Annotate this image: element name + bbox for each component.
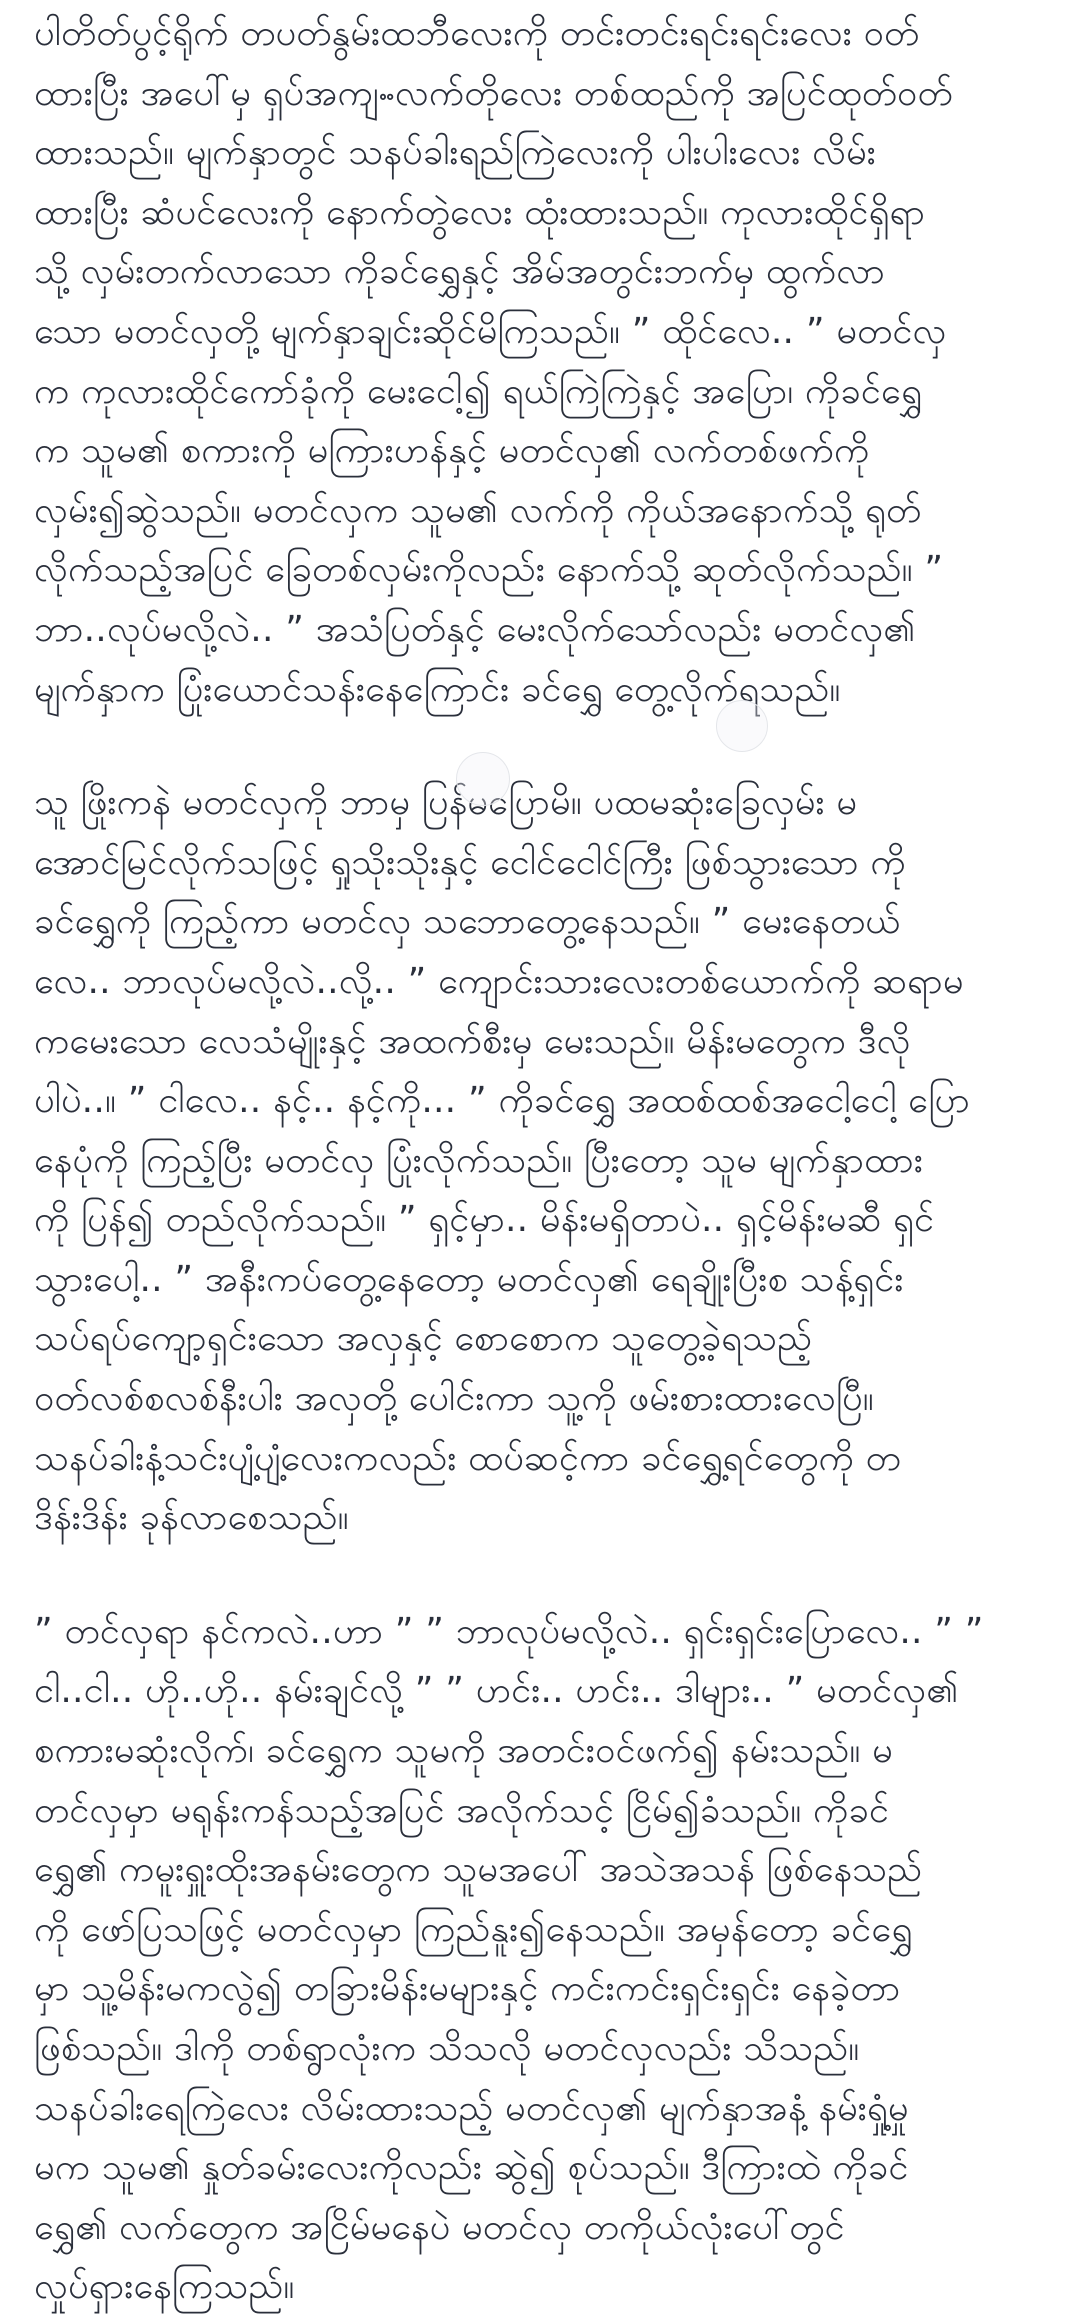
text-line: က သူမ၏ စကားကို မကြားဟန်နှင့် မတင်လှ၏ လက်တစ်ဖက်ကို bbox=[34, 430, 870, 472]
text-line: ကမေးသော လေသံမျိုးနှင့် အထက်စီးမှ မေးသည်။ မိန်းမတွေက ဒီလို bbox=[34, 1020, 911, 1062]
text-line: ဒိန်းဒိန်း ခုန်လာစေသည်။ bbox=[34, 1497, 349, 1539]
article-paragraph bbox=[34, 773, 1050, 1548]
text-line: သော မတင်လှတို့ မျက်နှာချင်းဆိုင်မိကြသည်။ ” ထိုင်လေ.. ” မတင်လှ bbox=[34, 310, 947, 352]
text-line: လှမ်း၍ဆွဲသည်။ မတင်လှက သူမ၏ လက်ကို ကိုယ်အနောက်သို့ ရုတ် bbox=[34, 489, 922, 531]
text-line: သွားပေါ့.. ” အနီးကပ်တွေ့နေတော့ မတင်လှ၏ ရေချိုးပြီးစ သန့်ရှင်း bbox=[34, 1258, 904, 1300]
text-line: အောင်မြင်လိုက်သဖြင့် ရှုသိုးသိုးနှင့် ငေါင်ငေါင်ကြီး ဖြစ်သွားသော ကို bbox=[34, 841, 906, 883]
text-line: သပ်ရပ်ကျော့ရှင်းသော အလှနှင့် စောစောက သူတွေ့ခဲ့ရသည့် bbox=[34, 1318, 813, 1360]
text-line: ” တင်လှရာ နင်ကလဲ..ဟာ ” ” ဘာလုပ်မလို့လဲ.. ရှင်းရှင်းပြောလေ.. ” ” bbox=[34, 1610, 984, 1652]
text-line: ပါတိတ်ပွင့်ရိုက် တပတ်နွမ်းထဘီလေးကို တင်းတင်းရင်းရင်းလေး ဝတ် bbox=[34, 13, 920, 54]
article-paragraph bbox=[34, 4, 1050, 719]
article-body bbox=[34, 4, 1050, 2317]
text-line: ထားပြီး ဆံပင်လေးကို နောက်တွဲလေး ထုံးထားသည်။ ကုလားထိုင်ရှိရာ bbox=[34, 191, 926, 233]
text-line: သနပ်ခါးနံ့သင်းပျံ့ပျံ့လေးကလည်း ထပ်ဆင့်ကာ ခင်ရွှေ့ရင်တွေကို တ bbox=[34, 1437, 901, 1479]
text-line: သနပ်ခါးရေကြဲလေး လိမ်းထားသည့် မတင်လှ၏ မျက်နှာအနံ့ နမ်းရှုံ့မှု bbox=[34, 2087, 909, 2129]
text-line: သို့ လှမ်းတက်လာသော ကိုခင်ရွှေနှင့် အိမ်အတွင်းဘက်မှ ထွက်လာ bbox=[34, 251, 886, 293]
text-line: သူ ဖြိုးကနဲ မတင်လှကို ဘာမှ ပြန်မပြောမိ။ ပထမဆုံးခြေလှမ်း မ bbox=[34, 782, 858, 824]
article-paragraph bbox=[34, 1602, 1050, 2317]
text-line: ထားပြီး အပေါ်မှ ရှပ်အကျႌလက်တိုလေး တစ်ထည်ကို အပြင်ထုတ်ဝတ် bbox=[34, 72, 953, 114]
text-line: မှာ သူ့မိန်းမကလွဲ၍ တခြားမိန်းမများနှင့် ကင်းကင်းရှင်းရှင်း နေခဲ့တာ bbox=[34, 1968, 901, 2010]
text-line: လေ.. ဘာလုပ်မလို့လဲ..လို့.. ” ကျောင်းသားလေးတစ်ယောက်ကို ဆရာမ bbox=[34, 960, 964, 1002]
text-line: ရွှေ၏ ကမူးရှူးထိုးအနမ်းတွေက သူမအပေါ် အသဲအသန် ဖြစ်နေသည် bbox=[34, 1849, 923, 1891]
text-line: က ကုလားထိုင်ကော်ခုံကို မေးငေါ့၍ ရယ်ကြဲကြဲနှင့် အပြော၊ ကိုခင်ရွှေ bbox=[34, 370, 923, 412]
text-line: ဖြစ်သည်။ ဒါကို တစ်ရွာလုံးက သိသလို မတင်လှလည်း သိသည်။ bbox=[34, 2028, 860, 2069]
text-line: တင်လှမှာ မရုန်းကန်သည့်အပြင် အလိုက်သင့် ငြိမ်၍ခံသည်။ ကိုခင် bbox=[34, 1789, 890, 1831]
text-line: ဝတ်လစ်စလစ်နီးပါး အလှတို့ ပေါင်းကာ သူ့ကို ဖမ်းစားထားလေပြီ။ bbox=[34, 1378, 874, 1420]
text-line: ခင်ရွှေကို ကြည့်ကာ မတင်လှ သဘောတွေ့နေသည်။ ” မေးနေတယ် bbox=[34, 901, 901, 943]
text-line: နေပုံကို ကြည့်ပြီး မတင်လှ ပြုံးလိုက်သည်။ ပြီးတော့ သူမ မျက်နှာထား bbox=[34, 1139, 924, 1181]
text-line: လှုပ်ရှားနေကြသည်။ bbox=[34, 2266, 295, 2308]
text-line: ကို ပြန်၍ တည်လိုက်သည်။ ” ရှင့်မှာ.. မိန်းမရှိတာပဲ.. ရှင့်မိန်းမဆီ ရှင် bbox=[34, 1199, 935, 1241]
text-line: ငါ..ငါ.. ဟို..ဟို.. နမ်းချင်လို့ ” ” ဟင်း.. ဟင်း.. ဒါများ.. ” မတင်လှ၏ bbox=[34, 1670, 959, 1712]
text-line: ထားသည်။ မျက်နှာတွင် သနပ်ခါးရည်ကြဲလေးကို ပါးပါးလေး လိမ်း bbox=[34, 132, 877, 174]
text-line: လိုက်သည့်အပြင် ခြေတစ်လှမ်းကိုလည်း နောက်သို့ ဆုတ်လိုက်သည်။ ” bbox=[34, 549, 944, 591]
text-line: မက သူမ၏ နှုတ်ခမ်းလေးကိုလည်း ဆွဲ၍ စုပ်သည်။ ဒီကြားထဲ ကိုခင် bbox=[34, 2147, 909, 2189]
text-line: မျက်နှာက ပြုံးယောင်သန်းနေကြောင်း ခင်ရွှေ တွေ့လိုက်ရသည်။ bbox=[34, 668, 841, 710]
text-line: ရွှေ၏ လက်တွေက အငြိမ်မနေပဲ မတင်လှ တကိုယ်လုံးပေါ်တွင် bbox=[34, 2206, 845, 2248]
text-line: ကို ဖော်ပြသဖြင့် မတင်လှမှာ ကြည်နူး၍နေသည်။ အမှန်တော့ ခင်ရွှေ bbox=[34, 1908, 913, 1950]
text-line: ပါပဲ..။ ” ငါလေ.. နင့်.. နင့်ကို... ” ကိုခင်ရွှေ အထစ်ထစ်အငေါ့ငေါ့ ပြော bbox=[34, 1080, 971, 1122]
text-line: စကားမဆုံးလိုက်၊ ခင်ရွှေက သူမကို အတင်းဝင်ဖက်၍ နမ်းသည်။ မ bbox=[34, 1730, 893, 1772]
text-line: ဘာ..လုပ်မလို့လဲ.. ” အသံပြတ်နှင့် မေးလိုက်သော်လည်း မတင်လှ၏ bbox=[34, 608, 916, 650]
